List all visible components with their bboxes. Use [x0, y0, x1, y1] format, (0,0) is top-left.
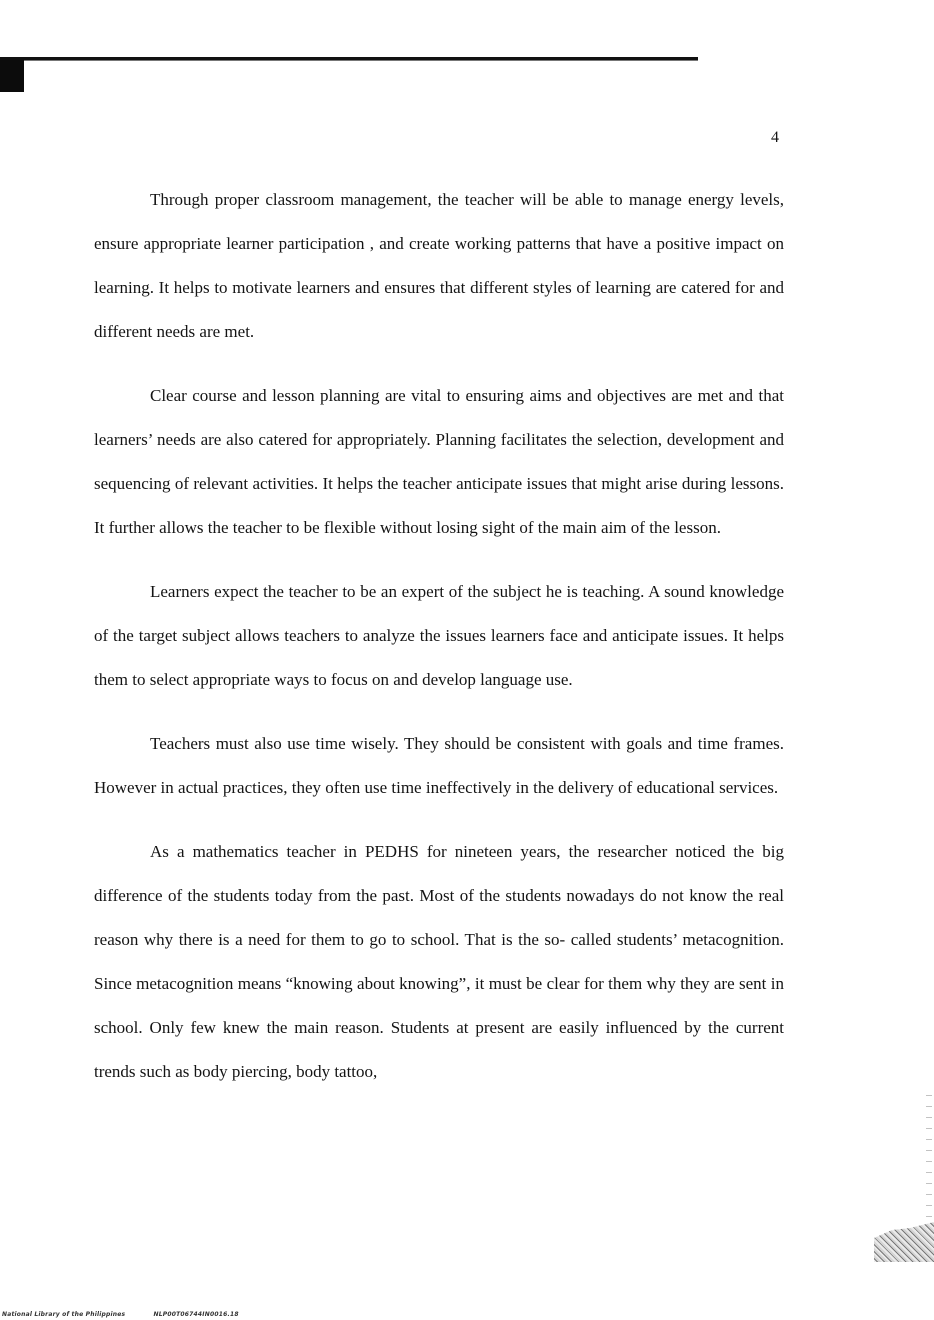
paragraph-researcher-observation: As a mathematics teacher in PEDHS for nineteen years, the researcher noticed the big difference of the students today from the past. Most of the students nowadays do not know the real reason why there is a need for them to go to school. That is the so- called students’ metacognition. Since metacognition means “knowing about knowing”, it must be clear for them why they are sent in school. Only few knew the main reason. Students at present are easily influenced by the current trends such as body piercing, body tattoo,	[94, 842, 784, 1081]
scan-top-rule-shadow	[0, 60, 698, 61]
footer-library-name: National Library of the Philippines	[2, 1311, 126, 1318]
paragraph-lesson-planning: Clear course and lesson planning are vital to ensuring aims and objectives are met and that learners’ needs are also catered for appropriately. Planning facilitates the selection, development and sequencing of relevant activities. It helps the teacher anticipate issues that might arise during lessons. It further allows the teacher to be flexible without losing sight of the main aim of the lesson.	[94, 386, 784, 537]
paragraph-subject-expertise: Learners expect the teacher to be an expert of the subject he is teaching. A sound knowledge of the target subject allows teachers to analyze the issues learners face and anticipate issues. It helps them to select appropriate ways to focus on and develop language use.	[94, 582, 784, 689]
paragraph-classroom-management: Through proper classroom management, the teacher will be able to manage energy levels, ensure appropriate learner participation , and create working patterns that have a positive impact on learning. It helps to motivate learners and ensures that different styles of learning are catered for and different needs are met.	[94, 190, 784, 341]
scan-footer	[2, 1311, 265, 1318]
document-body	[94, 178, 784, 1114]
scan-page-curl	[874, 1222, 934, 1262]
scan-edge-speckle	[926, 1090, 932, 1220]
page-number: 4	[771, 129, 779, 146]
paragraph-time-management: Teachers must also use time wisely. They should be consistent with goals and time frames. However in actual practices, they often use time ineffectively in the delivery of educational services.	[94, 734, 784, 797]
scan-corner-mark	[0, 60, 24, 92]
footer-document-code: NLP00T06744IN0016.18	[153, 1311, 239, 1318]
